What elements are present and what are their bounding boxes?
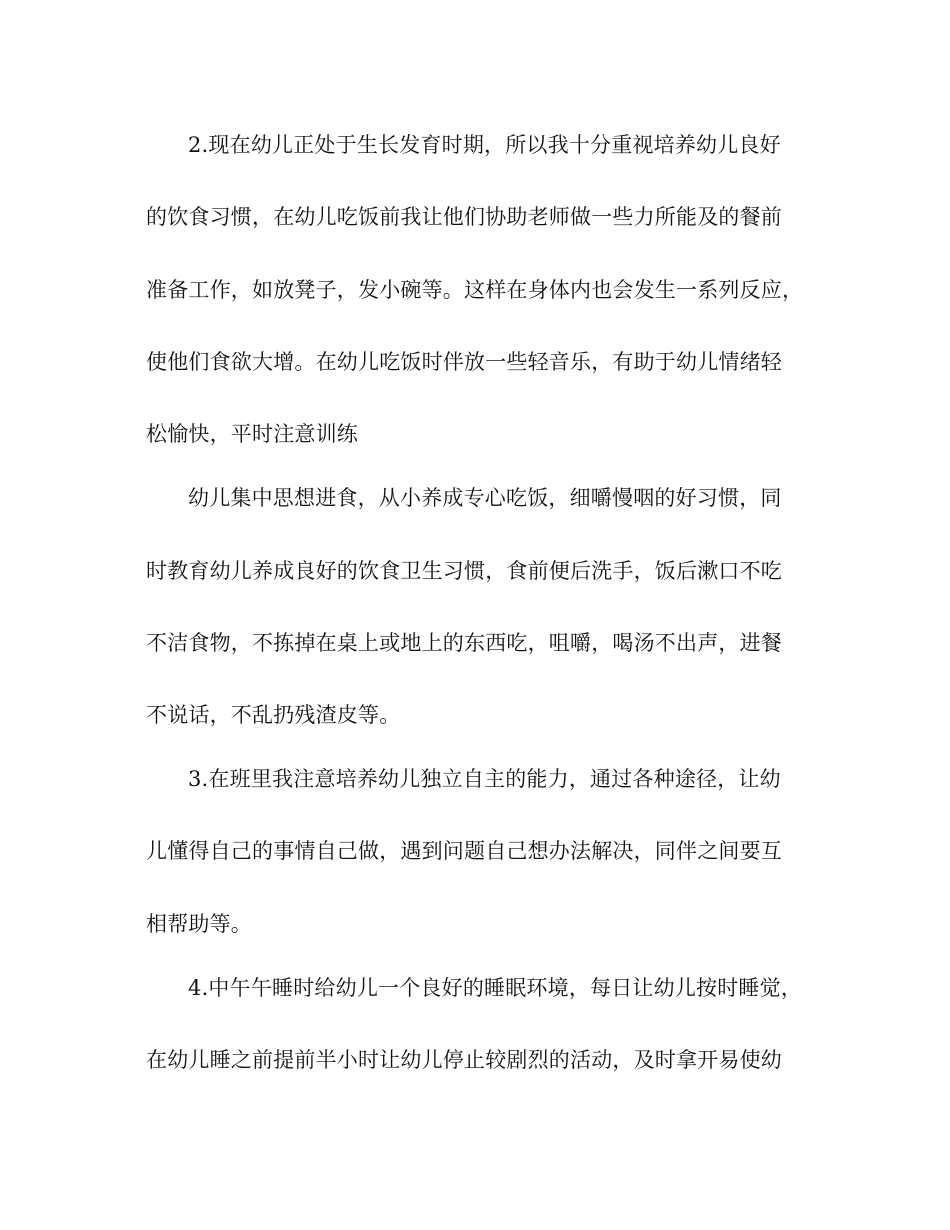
paragraph-3-line-1: 3.在班里我注意培养幼儿独立自主的能力，通过各种途径，让幼: [188, 767, 781, 791]
paragraph-1-line-3: 准备工作，如放凳子，发小碗等。这样在身体内也会发生一系列反应，: [146, 278, 804, 302]
paragraph-3-line-2: 儿懂得自己的事情自己做，遇到问题自己想办法解决，同伴之间要互: [146, 839, 782, 863]
paragraph-4-line-2: 在幼儿睡之前提前半小时让幼儿停止较剧烈的活动，及时拿开易使幼: [146, 1048, 782, 1072]
paragraph-2-line-3: 不洁食物，不拣掉在桌上或地上的东西吃，咀嚼，喝汤不出声，进餐: [146, 631, 782, 655]
paragraph-4-line-1: 4.中午午睡时给幼儿一个良好的睡眠环境，每日让幼儿按时睡觉，: [188, 976, 803, 1000]
paragraph-3-line-3: 相帮助等。: [146, 912, 252, 936]
paragraph-1-line-1: 2.现在幼儿正处于生长发育时期，所以我十分重视培养幼儿良好: [188, 133, 781, 157]
paragraph-1-line-5: 松愉快，平时注意训练: [146, 422, 358, 446]
paragraph-1-line-4: 使他们食欲大增。在幼儿吃饭时伴放一些轻音乐，有助于幼儿情绪轻: [146, 350, 782, 374]
paragraph-2-line-4: 不说话，不乱扔残渣皮等。: [146, 703, 401, 727]
paragraph-2-line-1: 幼儿集中思想进食，从小养成专心吃饭，细嚼慢咽的好习惯，同: [188, 486, 782, 510]
paragraph-2-line-2: 时教育幼儿养成良好的饮食卫生习惯，食前便后洗手，饭后漱口不吃: [146, 559, 782, 583]
paragraph-1-line-2: 的饮食习惯，在幼儿吃饭前我让他们协助老师做一些力所能及的餐前: [146, 205, 782, 229]
